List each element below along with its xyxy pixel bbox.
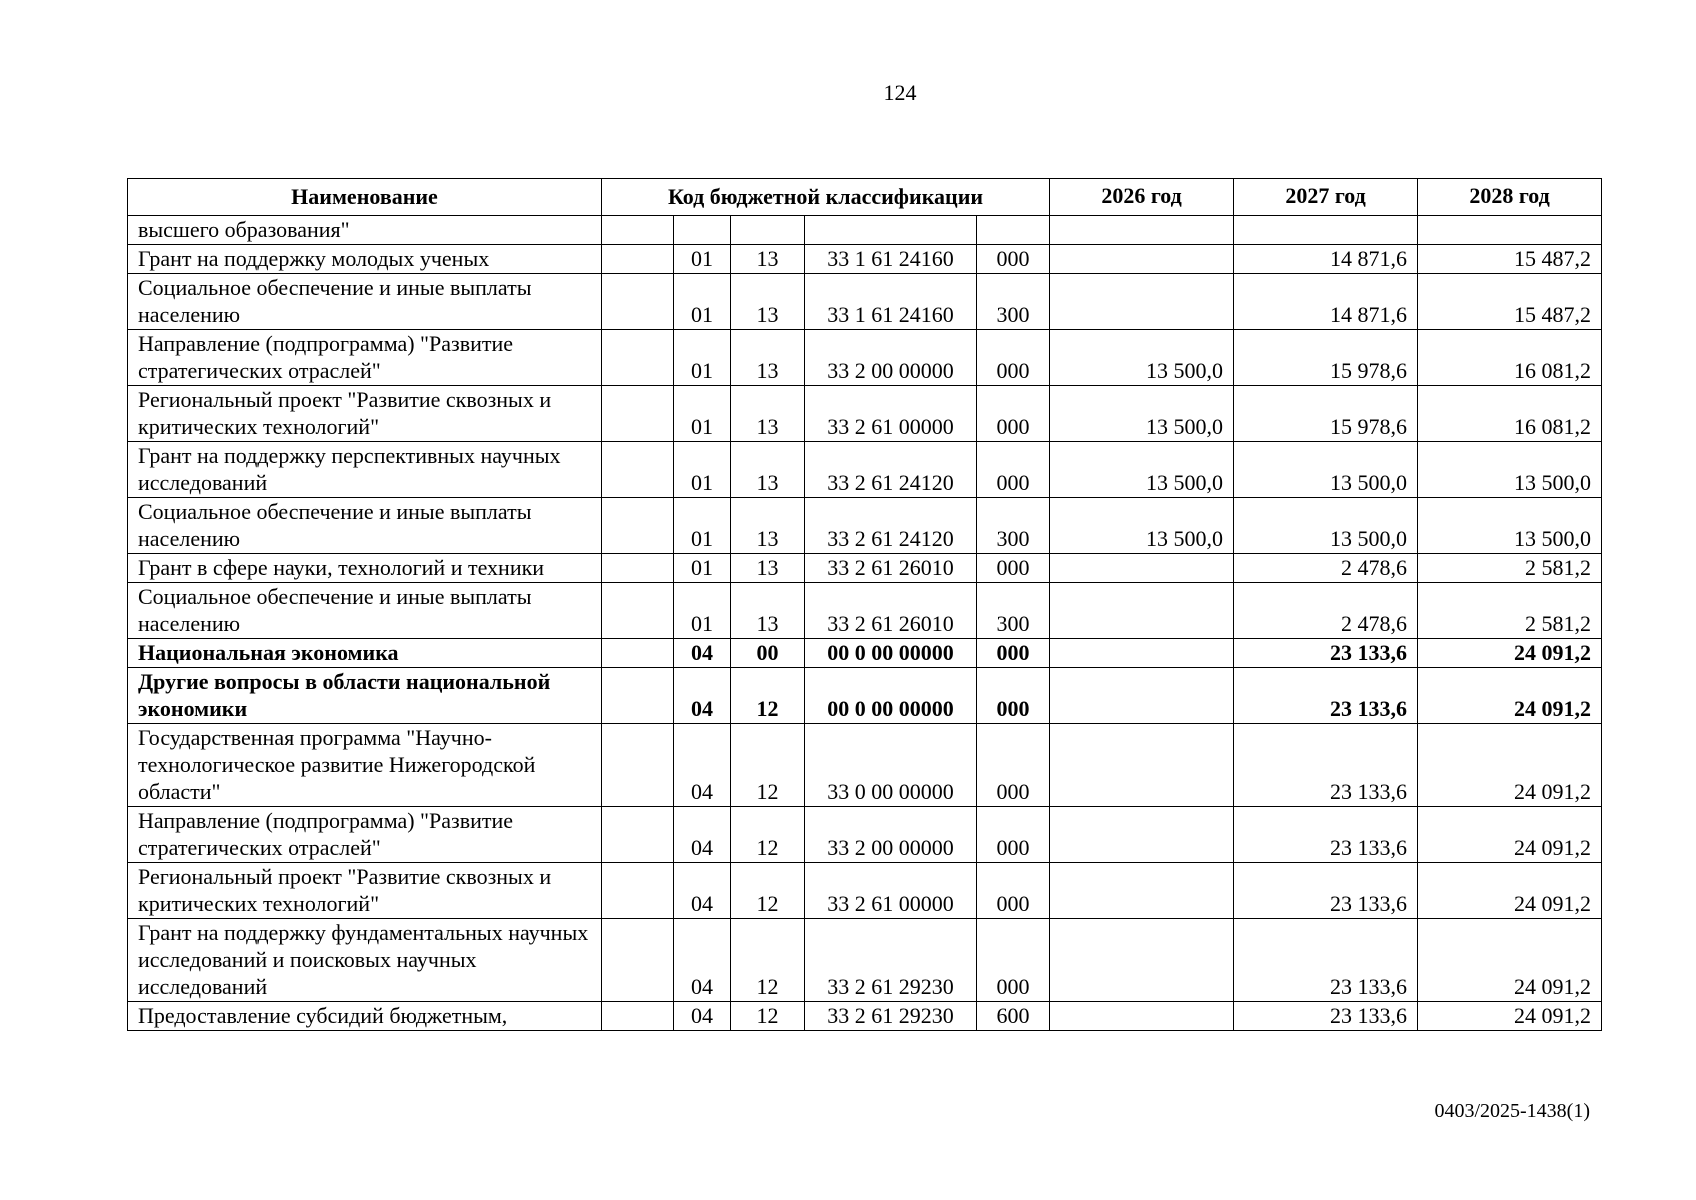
table-row — [128, 554, 1602, 583]
row-value-2028: 24 091,2 — [1418, 1002, 1602, 1031]
row-value-2028: 24 091,2 — [1418, 639, 1602, 668]
row-code-target: 00 0 00 00000 — [805, 668, 977, 724]
row-value-2026 — [1050, 583, 1234, 639]
row-name: Региональный проект "Развитие сквозных и критических технологий" — [128, 386, 602, 442]
row-value-2026 — [1050, 1002, 1234, 1031]
row-code-expense-type: 000 — [977, 639, 1050, 668]
row-value-2028: 13 500,0 — [1418, 498, 1602, 554]
row-value-2026 — [1050, 668, 1234, 724]
row-value-2026 — [1050, 216, 1234, 245]
row-code-subsection: 13 — [731, 583, 805, 639]
row-code-expense-type: 000 — [977, 863, 1050, 919]
row-value-2028: 24 091,2 — [1418, 668, 1602, 724]
row-value-2027: 23 133,6 — [1234, 863, 1418, 919]
row-code-expense-type: 000 — [977, 919, 1050, 1002]
row-value-2026 — [1050, 919, 1234, 1002]
row-empty-code — [602, 274, 674, 330]
row-name: Направление (подпрограмма) "Развитие стратегических отраслей" — [128, 807, 602, 863]
row-value-2028: 2 581,2 — [1418, 554, 1602, 583]
row-code-expense-type: 600 — [977, 1002, 1050, 1031]
row-code-section: 01 — [674, 245, 731, 274]
row-name: Грант в сфере науки, технологий и техники — [128, 554, 602, 583]
row-name: Предоставление субсидий бюджетным, — [128, 1002, 602, 1031]
row-value-2027: 15 978,6 — [1234, 330, 1418, 386]
row-code-subsection: 12 — [731, 1002, 805, 1031]
row-code-section: 04 — [674, 807, 731, 863]
row-code-expense-type: 000 — [977, 386, 1050, 442]
table-row — [128, 639, 1602, 668]
row-value-2028: 13 500,0 — [1418, 442, 1602, 498]
row-code-section: 04 — [674, 863, 731, 919]
row-value-2027: 2 478,6 — [1234, 554, 1418, 583]
table-row — [128, 863, 1602, 919]
row-value-2026 — [1050, 639, 1234, 668]
row-empty-code — [602, 639, 674, 668]
row-empty-code — [602, 583, 674, 639]
row-name: Социальное обеспечение и иные выплаты населению — [128, 498, 602, 554]
row-code-section: 01 — [674, 583, 731, 639]
row-code-target — [805, 216, 977, 245]
table-row — [128, 1002, 1602, 1031]
header-year-2028: 2028 год — [1418, 179, 1602, 216]
row-value-2026: 13 500,0 — [1050, 442, 1234, 498]
row-code-target: 33 2 61 00000 — [805, 863, 977, 919]
budget-table — [127, 178, 1602, 1031]
row-code-target: 33 2 00 00000 — [805, 330, 977, 386]
row-value-2028: 2 581,2 — [1418, 583, 1602, 639]
row-value-2027: 23 133,6 — [1234, 724, 1418, 807]
table-row — [128, 724, 1602, 807]
row-value-2026 — [1050, 245, 1234, 274]
row-code-target: 33 0 00 00000 — [805, 724, 977, 807]
table-row — [128, 386, 1602, 442]
row-code-expense-type: 300 — [977, 274, 1050, 330]
row-empty-code — [602, 919, 674, 1002]
row-value-2027: 13 500,0 — [1234, 498, 1418, 554]
row-code-target: 33 2 61 26010 — [805, 554, 977, 583]
row-name: Грант на поддержку молодых ученых — [128, 245, 602, 274]
row-name: Грант на поддержку фундаментальных научных исследований и поисковых научных исследований — [128, 919, 602, 1002]
table-row — [128, 807, 1602, 863]
row-value-2026: 13 500,0 — [1050, 386, 1234, 442]
row-code-section: 01 — [674, 274, 731, 330]
row-value-2026 — [1050, 863, 1234, 919]
header-year-2027: 2027 год — [1234, 179, 1418, 216]
row-code-expense-type: 000 — [977, 807, 1050, 863]
row-code-subsection: 13 — [731, 498, 805, 554]
row-value-2028: 24 091,2 — [1418, 724, 1602, 807]
row-code-subsection: 13 — [731, 442, 805, 498]
row-value-2027: 14 871,6 — [1234, 274, 1418, 330]
row-code-section: 04 — [674, 639, 731, 668]
row-code-section: 04 — [674, 724, 731, 807]
row-value-2027: 15 978,6 — [1234, 386, 1418, 442]
row-code-subsection — [731, 216, 805, 245]
table-row — [128, 919, 1602, 1002]
row-code-target: 33 1 61 24160 — [805, 245, 977, 274]
row-value-2027: 23 133,6 — [1234, 1002, 1418, 1031]
row-code-expense-type: 000 — [977, 442, 1050, 498]
row-code-target: 33 2 00 00000 — [805, 807, 977, 863]
row-empty-code — [602, 386, 674, 442]
row-code-target: 33 2 61 24120 — [805, 498, 977, 554]
row-code-subsection: 12 — [731, 919, 805, 1002]
row-name: Грант на поддержку перспективных научных исследований — [128, 442, 602, 498]
row-code-expense-type: 300 — [977, 583, 1050, 639]
row-code-section: 04 — [674, 1002, 731, 1031]
row-name: высшего образования" — [128, 216, 602, 245]
row-name: Социальное обеспечение и иные выплаты населению — [128, 274, 602, 330]
row-code-expense-type — [977, 216, 1050, 245]
row-name: Другие вопросы в области национальной экономики — [128, 668, 602, 724]
row-code-subsection: 13 — [731, 245, 805, 274]
row-code-target: 33 2 61 29230 — [805, 919, 977, 1002]
row-value-2028: 15 487,2 — [1418, 245, 1602, 274]
row-code-subsection: 13 — [731, 554, 805, 583]
table-row — [128, 442, 1602, 498]
row-value-2028 — [1418, 216, 1602, 245]
row-name: Региональный проект "Развитие сквозных и критических технологий" — [128, 863, 602, 919]
row-code-subsection: 13 — [731, 330, 805, 386]
page-number: 124 — [883, 80, 917, 105]
row-code-subsection: 12 — [731, 807, 805, 863]
row-code-target: 33 2 61 26010 — [805, 583, 977, 639]
row-empty-code — [602, 498, 674, 554]
row-value-2027: 23 133,6 — [1234, 668, 1418, 724]
row-code-target: 33 1 61 24160 — [805, 274, 977, 330]
row-value-2027: 14 871,6 — [1234, 245, 1418, 274]
row-empty-code — [602, 863, 674, 919]
row-empty-code — [602, 1002, 674, 1031]
row-empty-code — [602, 245, 674, 274]
row-empty-code — [602, 668, 674, 724]
row-value-2027: 23 133,6 — [1234, 807, 1418, 863]
row-value-2027: 2 478,6 — [1234, 583, 1418, 639]
row-code-expense-type: 000 — [977, 245, 1050, 274]
row-value-2028: 24 091,2 — [1418, 919, 1602, 1002]
row-value-2027: 13 500,0 — [1234, 442, 1418, 498]
row-code-expense-type: 000 — [977, 724, 1050, 807]
row-value-2027: 23 133,6 — [1234, 639, 1418, 668]
row-code-target: 33 2 61 29230 — [805, 1002, 977, 1031]
row-code-expense-type: 000 — [977, 668, 1050, 724]
table-row — [128, 274, 1602, 330]
row-code-subsection: 12 — [731, 863, 805, 919]
row-code-expense-type: 000 — [977, 554, 1050, 583]
table-row — [128, 498, 1602, 554]
table-row — [128, 216, 1602, 245]
document-id: 0403/2025-1438(1) — [1434, 1100, 1590, 1122]
row-empty-code — [602, 724, 674, 807]
row-empty-code — [602, 330, 674, 386]
row-code-expense-type: 000 — [977, 330, 1050, 386]
header-name: Наименование — [128, 179, 602, 216]
table-header-row — [128, 179, 1602, 216]
row-code-subsection: 00 — [731, 639, 805, 668]
row-code-subsection: 12 — [731, 668, 805, 724]
row-value-2026: 13 500,0 — [1050, 330, 1234, 386]
row-empty-code — [602, 807, 674, 863]
row-value-2028: 24 091,2 — [1418, 863, 1602, 919]
row-code-section: 04 — [674, 668, 731, 724]
row-code-target: 33 2 61 24120 — [805, 442, 977, 498]
row-code-section: 01 — [674, 330, 731, 386]
row-value-2028: 16 081,2 — [1418, 330, 1602, 386]
row-value-2026 — [1050, 807, 1234, 863]
table-row — [128, 245, 1602, 274]
row-code-subsection: 12 — [731, 724, 805, 807]
header-code: Код бюджетной классификации — [602, 179, 1050, 216]
table-row — [128, 330, 1602, 386]
row-value-2026: 13 500,0 — [1050, 498, 1234, 554]
header-year-2026: 2026 год — [1050, 179, 1234, 216]
row-value-2028: 16 081,2 — [1418, 386, 1602, 442]
row-code-section: 01 — [674, 498, 731, 554]
row-code-subsection: 13 — [731, 274, 805, 330]
row-code-section: 01 — [674, 386, 731, 442]
row-code-section — [674, 216, 731, 245]
row-name: Национальная экономика — [128, 639, 602, 668]
table-row — [128, 583, 1602, 639]
row-code-target: 33 2 61 00000 — [805, 386, 977, 442]
row-name: Социальное обеспечение и иные выплаты населению — [128, 583, 602, 639]
row-code-subsection: 13 — [731, 386, 805, 442]
table-row — [128, 668, 1602, 724]
row-empty-code — [602, 554, 674, 583]
row-value-2027: 23 133,6 — [1234, 919, 1418, 1002]
row-name: Направление (подпрограмма) "Развитие стратегических отраслей" — [128, 330, 602, 386]
row-code-expense-type: 300 — [977, 498, 1050, 554]
row-code-section: 01 — [674, 554, 731, 583]
row-value-2026 — [1050, 274, 1234, 330]
row-code-section: 04 — [674, 919, 731, 1002]
row-value-2027 — [1234, 216, 1418, 245]
row-value-2026 — [1050, 724, 1234, 807]
row-code-target: 00 0 00 00000 — [805, 639, 977, 668]
row-empty-code — [602, 442, 674, 498]
row-empty-code — [602, 216, 674, 245]
row-value-2028: 15 487,2 — [1418, 274, 1602, 330]
table-body — [128, 216, 1602, 1031]
row-name: Государственная программа "Научно-технологическое развитие Нижегородской области" — [128, 724, 602, 807]
row-value-2028: 24 091,2 — [1418, 807, 1602, 863]
row-value-2026 — [1050, 554, 1234, 583]
row-code-section: 01 — [674, 442, 731, 498]
